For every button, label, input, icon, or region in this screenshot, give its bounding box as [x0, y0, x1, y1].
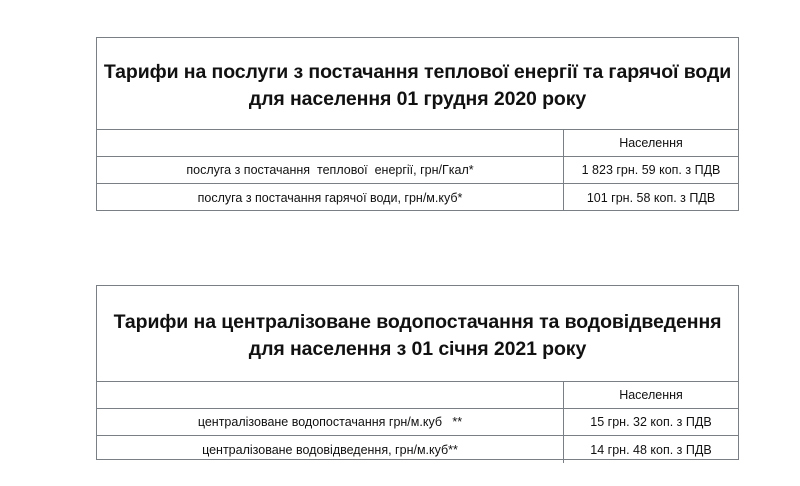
service-name-cell: послуга з постачання теплової енергії, грн/Гкал*	[97, 157, 564, 183]
price-cell: 14 грн. 48 коп. з ПДВ	[590, 442, 712, 457]
table-title	[97, 38, 738, 130]
table-header-row	[97, 130, 738, 157]
table-row	[97, 184, 738, 211]
header-empty-cell	[97, 382, 564, 408]
column-header-population: Населення	[619, 136, 683, 150]
table-title-line-1: Тарифи на послуги з постачання теплової енергії та гарячої води	[103, 60, 732, 83]
table-row	[97, 436, 738, 463]
table-title	[97, 286, 738, 382]
service-name-cell: централізоване водовідведення, грн/м.куб**	[97, 436, 564, 463]
service-name-cell: послуга з постачання гарячої води, грн/м.куб*	[97, 184, 564, 211]
table-row	[97, 157, 738, 184]
price-cell: 101 грн. 58 коп. з ПДВ	[586, 190, 716, 205]
water-supply-sewerage-tariff-table	[96, 285, 739, 460]
table-row	[97, 409, 738, 436]
table-header-row	[97, 382, 738, 409]
service-name-cell: централізоване водопостачання грн/м.куб **	[97, 409, 564, 435]
price-cell: 1 823 грн. 59 коп. з ПДВ	[581, 163, 721, 177]
table-title-line-2: для населення з 01 січня 2021 року	[248, 337, 587, 360]
header-empty-cell	[97, 130, 564, 156]
column-header-population: Населення	[619, 388, 683, 402]
price-cell: 15 грн. 32 коп. з ПДВ	[590, 415, 712, 429]
table-title-line-1: Тарифи на централізоване водопостачання та водовідведення	[113, 310, 722, 333]
heat-hot-water-tariff-table	[96, 37, 739, 211]
table-title-line-2: для населення 01 грудня 2020 року	[248, 87, 587, 110]
